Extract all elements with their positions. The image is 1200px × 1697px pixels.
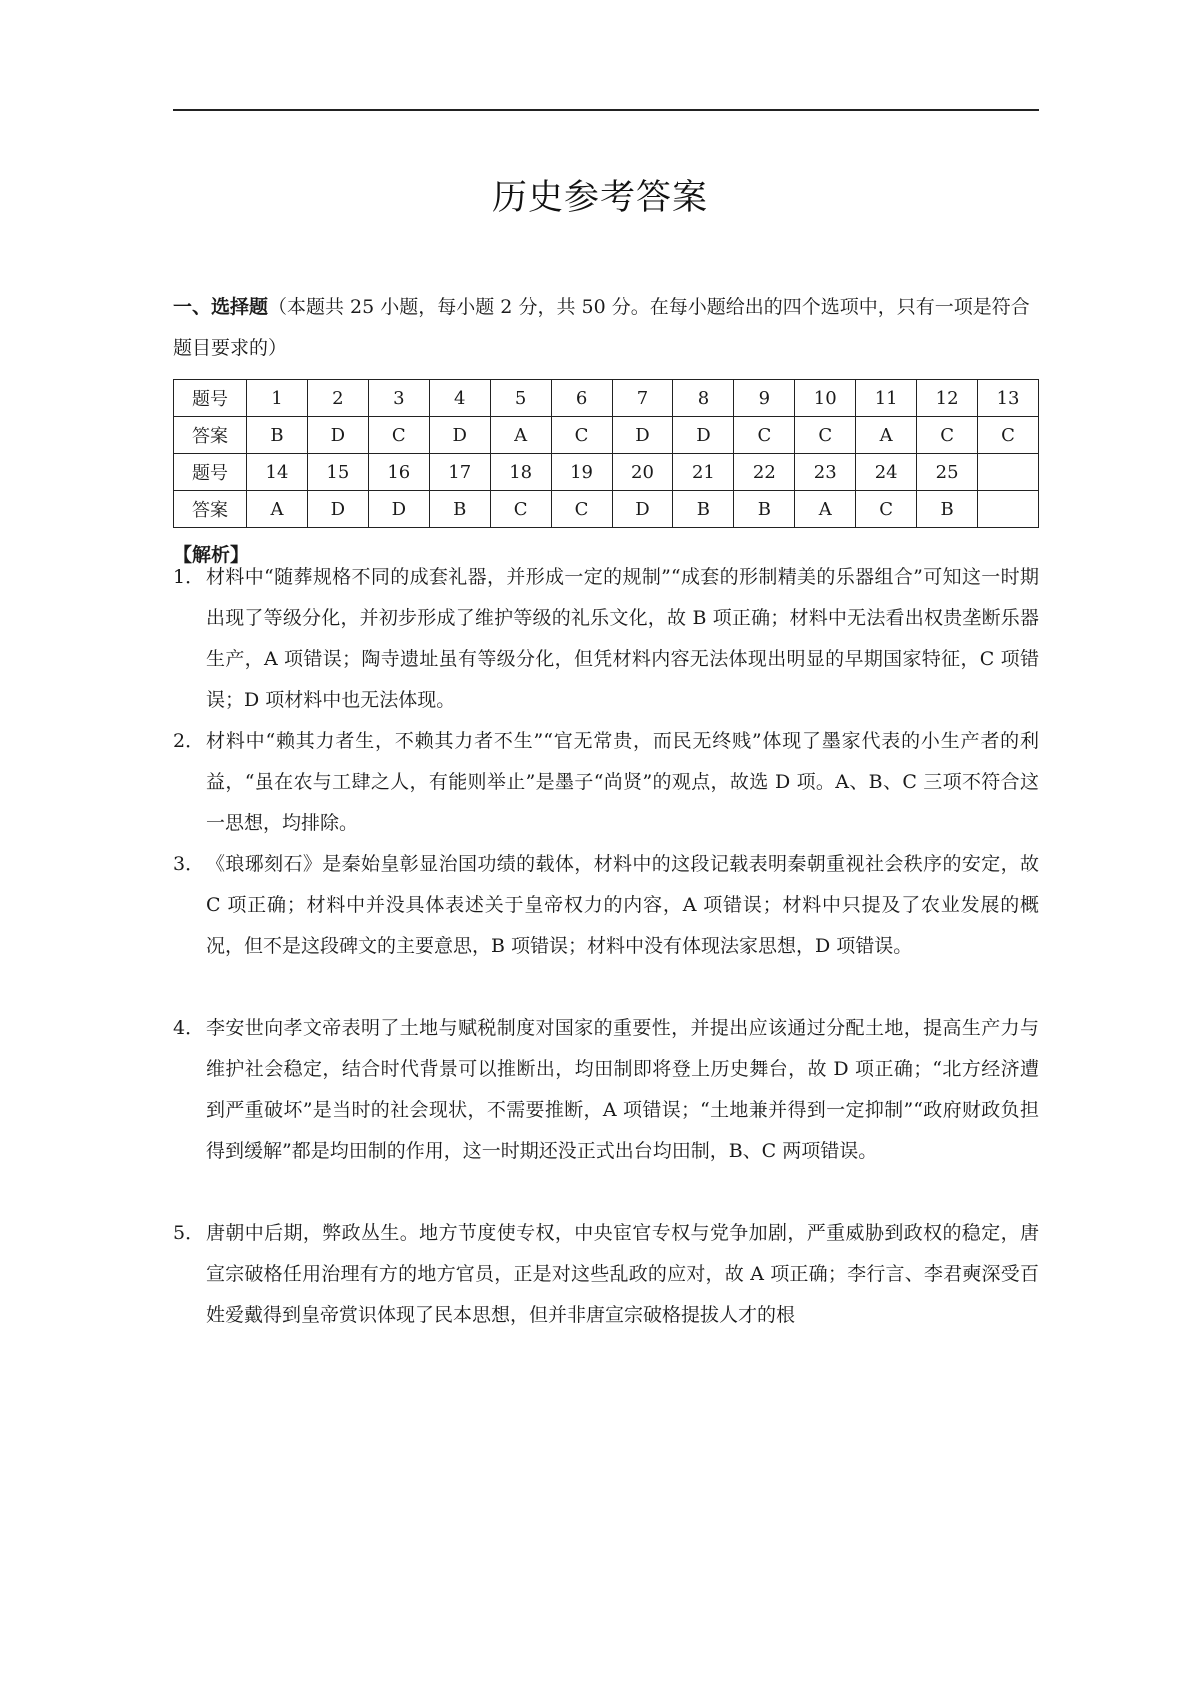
- item-number: 5．: [173, 1222, 205, 1244]
- table-cell: 3: [368, 380, 429, 417]
- table-cell: B: [673, 491, 734, 528]
- table-cell: A: [856, 417, 917, 454]
- table-cell: C: [734, 417, 795, 454]
- table-row: [174, 380, 1039, 417]
- table-row: [174, 417, 1039, 454]
- table-cell: 19: [551, 454, 612, 491]
- table-cell: 17: [429, 454, 490, 491]
- table-cell: A: [795, 491, 856, 528]
- item-text: 唐朝中后期，弊政丛生。地方节度使专权，中央宦官专权与党争加剧，严重威胁到政权的稳定，唐宣宗破格任用治理有方的地方官员，正是对这些乱政的应对，故 A 项正确；李行言、李君奭深受百姓爱戴得到皇帝赏识体现了民本思想，但并非唐宣宗破格提拔人才的根: [206, 1222, 1039, 1326]
- analysis-item-4: [173, 1008, 1039, 1172]
- table-cell: 24: [856, 454, 917, 491]
- item-text: 李安世向孝文帝表明了土地与赋税制度对国家的重要性，并提出应该通过分配土地，提高生产力与维护社会稳定，结合时代背景可以推断出，均田制即将登上历史舞台，故 D 项正确；“北方经济遭到严重破坏”是当时的社会现状，不需要推断，A 项错误；“土地兼并得到一定抑制”“政府财政负担得到缓解”都是均田制的作用，这一时期还没正式出台均田制，B、C 两项错误。: [206, 1017, 1039, 1162]
- table-cell: D: [612, 491, 673, 528]
- table-cell: C: [978, 417, 1039, 454]
- table-cell: 7: [612, 380, 673, 417]
- table-cell: 4: [429, 380, 490, 417]
- answer-table: [173, 379, 1039, 528]
- table-cell: [978, 491, 1039, 528]
- table-cell: D: [307, 417, 368, 454]
- table-cell: D: [612, 417, 673, 454]
- item-number: 1．: [173, 566, 205, 588]
- row-header: 题号: [174, 454, 247, 491]
- row-header: 答案: [174, 417, 247, 454]
- table-cell: D: [429, 417, 490, 454]
- table-cell: 25: [917, 454, 978, 491]
- analysis-item-2: [173, 721, 1039, 844]
- page-title: 历史参考答案: [491, 178, 708, 218]
- analysis-item-5: [173, 1213, 1039, 1336]
- table-cell: 22: [734, 454, 795, 491]
- table-cell: 1: [247, 380, 308, 417]
- item-text: 材料中“随葬规格不同的成套礼器，并形成一定的规制”“成套的形制精美的乐器组合”可知这一时期出现了等级分化，并初步形成了维护等级的礼乐文化，故 B 项正确；材料中无法看出权贵垄断乐器生产，A 项错误；陶寺遗址虽有等级分化，但凭材料内容无法体现出明显的早期国家特征，C 项错误；D 项材料中也无法体现。: [206, 566, 1039, 711]
- table-cell: 16: [368, 454, 429, 491]
- table-cell: 9: [734, 380, 795, 417]
- table-cell: B: [247, 417, 308, 454]
- table-cell: 13: [978, 380, 1039, 417]
- table-cell: 6: [551, 380, 612, 417]
- table-cell: 23: [795, 454, 856, 491]
- table-cell: 12: [917, 380, 978, 417]
- table-cell: [978, 454, 1039, 491]
- table-cell: 8: [673, 380, 734, 417]
- table-cell: C: [795, 417, 856, 454]
- table-cell: 2: [307, 380, 368, 417]
- item-number: 3．: [173, 853, 205, 875]
- analysis-label: 【解析】: [173, 544, 250, 566]
- table-cell: B: [734, 491, 795, 528]
- item-text: 材料中“赖其力者生，不赖其力者不生”“官无常贵，而民无终贱”体现了墨家代表的小生产者的利益，“虽在农与工肆之人，有能则举止”是墨子“尚贤”的观点，故选 D 项。A、B、C 三项不符合这一思想，均排除。: [206, 730, 1039, 834]
- section-instructions: （本题共 25 小题，每小题 2 分，共 50 分。在每小题给出的四个选项中，只有一项是符合题目要求的）: [173, 296, 1030, 359]
- table-cell: C: [551, 417, 612, 454]
- table-cell: 11: [856, 380, 917, 417]
- table-cell: 14: [247, 454, 308, 491]
- header-rule: [173, 109, 1039, 111]
- item-number: 4．: [173, 1017, 205, 1039]
- table-cell: B: [429, 491, 490, 528]
- analysis-item-3: [173, 844, 1039, 967]
- table-cell: C: [856, 491, 917, 528]
- section-label: 一、选择题: [173, 296, 269, 318]
- table-cell: C: [917, 417, 978, 454]
- table-cell: 20: [612, 454, 673, 491]
- row-header: 题号: [174, 380, 247, 417]
- table-cell: 21: [673, 454, 734, 491]
- table-cell: B: [917, 491, 978, 528]
- table-cell: C: [551, 491, 612, 528]
- table-cell: A: [247, 491, 308, 528]
- table-cell: 15: [307, 454, 368, 491]
- table-cell: C: [490, 491, 551, 528]
- row-header: 答案: [174, 491, 247, 528]
- section-heading: [173, 287, 1039, 369]
- analysis-item-1: [173, 557, 1039, 721]
- table-cell: 5: [490, 380, 551, 417]
- table-row: [174, 454, 1039, 491]
- table-cell: D: [368, 491, 429, 528]
- table-cell: C: [368, 417, 429, 454]
- table-cell: 18: [490, 454, 551, 491]
- table-cell: 10: [795, 380, 856, 417]
- table-cell: A: [490, 417, 551, 454]
- table-row: [174, 491, 1039, 528]
- table-cell: D: [673, 417, 734, 454]
- item-text: 《琅琊刻石》是秦始皇彰显治国功绩的载体，材料中的这段记载表明秦朝重视社会秩序的安定，故 C 项正确；材料中并没具体表述关于皇帝权力的内容，A 项错误；材料中只提及了农业发展的概况，但不是这段碑文的主要意思，B 项错误；材料中没有体现法家思想，D 项错误。: [206, 853, 1039, 957]
- table-cell: D: [307, 491, 368, 528]
- item-number: 2．: [173, 730, 205, 752]
